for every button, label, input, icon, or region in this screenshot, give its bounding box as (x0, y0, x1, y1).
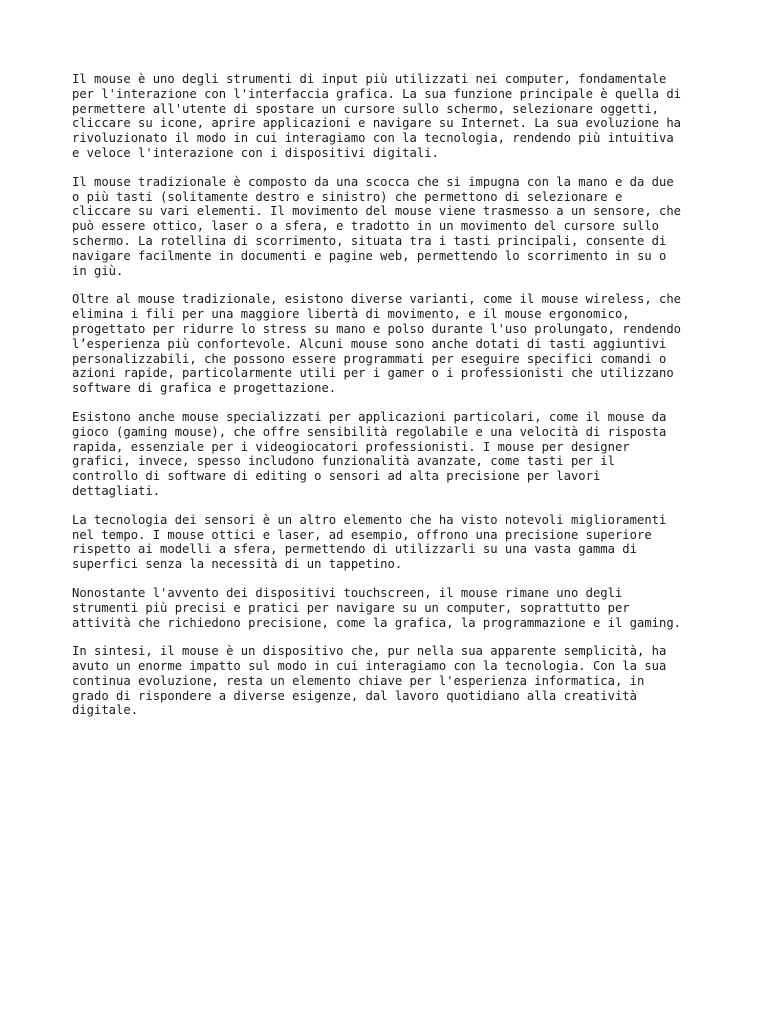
paragraph-7: In sintesi, il mouse è un dispositivo che, pur nella sua apparente semplicità, ha avuto un enorme impatto sul modo in cui interagiamo con la tecnologia. Con la sua continua evoluzione, resta un elemento chiave per l'esperienza informatica, in grado di rispondere a diverse esigenze, dal lavoro quotidiano alla creatività digitale. (72, 644, 667, 718)
document-page (72, 72, 712, 732)
paragraph-4: Esistono anche mouse specializzati per applicazioni particolari, come il mouse da gioco (gaming mouse), che offre sensibilità regolabile e una velocità di risposta rapida, essenziale per i videogiocatori professionisti. I mouse per designer grafici, invece, spesso includono funzionalità avanzate, come tasti per il controllo di software di editing o sensori ad alta precisione per lavori dettagliati. (72, 409, 667, 498)
paragraph-5: La tecnologia dei sensori è un altro elemento che ha visto notevoli miglioramenti nel tempo. I mouse ottici e laser, ad esempio, offrono una precisione superiore rispetto ai modelli a sfera, permettendo di utilizzarli su una vasta gamma di superfici senza la necessità di un tappetino. (72, 512, 667, 572)
paragraph-2: Il mouse tradizionale è composto da una scocca che si impugna con la mano e da due o più tasti (solitamente destro e sinistro) che permettono di selezionare e cliccare su vari elementi. Il movimento del mouse viene trasmesso a un sensore, che può essere ottico, laser o a sfera, e tradotto in un movimento del cursore sullo schermo. La rotellina di scorrimento, situata tra i tasti principali, consente di navigare facilmente in documenti e pagine web, permettendo lo scorrimento in su o in giù. (72, 174, 682, 278)
paragraph-3: Oltre al mouse tradizionale, esistono diverse varianti, come il mouse wireless, che elimina i fili per una maggiore libertà di movimento, e il mouse ergonomico, progettato per ridurre lo stress su mano e polso durante l'uso prolungato, rendendo l’esperienza più confortevole. Alcuni mouse sono anche dotati di tasti aggiuntivi personalizzabili, che possono essere programmati per eseguire specifici comandi o azioni rapide, particolarmente utili per i gamer o i professionisti che utilizzano software di grafica e progettazione. (72, 292, 682, 396)
paragraph-6: Nonostante l'avvento dei dispositivi touchscreen, il mouse rimane uno degli strumenti più precisi e pratici per navigare su un computer, soprattutto per attività che richiedono precisione, come la grafica, la programmazione e il gaming. (72, 585, 682, 630)
paragraph-1: Il mouse è uno degli strumenti di input più utilizzati nei computer, fondamentale per l'interazione con l'interfaccia grafica. La sua funzione principale è quella di permettere all'utente di spostare un cursore sullo schermo, selezionare oggetti, cliccare su icone, aprire applicazioni e navigare su Internet. La sua evoluzione ha rivoluzionato il modo in cui interagiamo con la tecnologia, rendendo più intuitiva e veloce l'interazione con i dispositivi digitali. (72, 72, 682, 160)
